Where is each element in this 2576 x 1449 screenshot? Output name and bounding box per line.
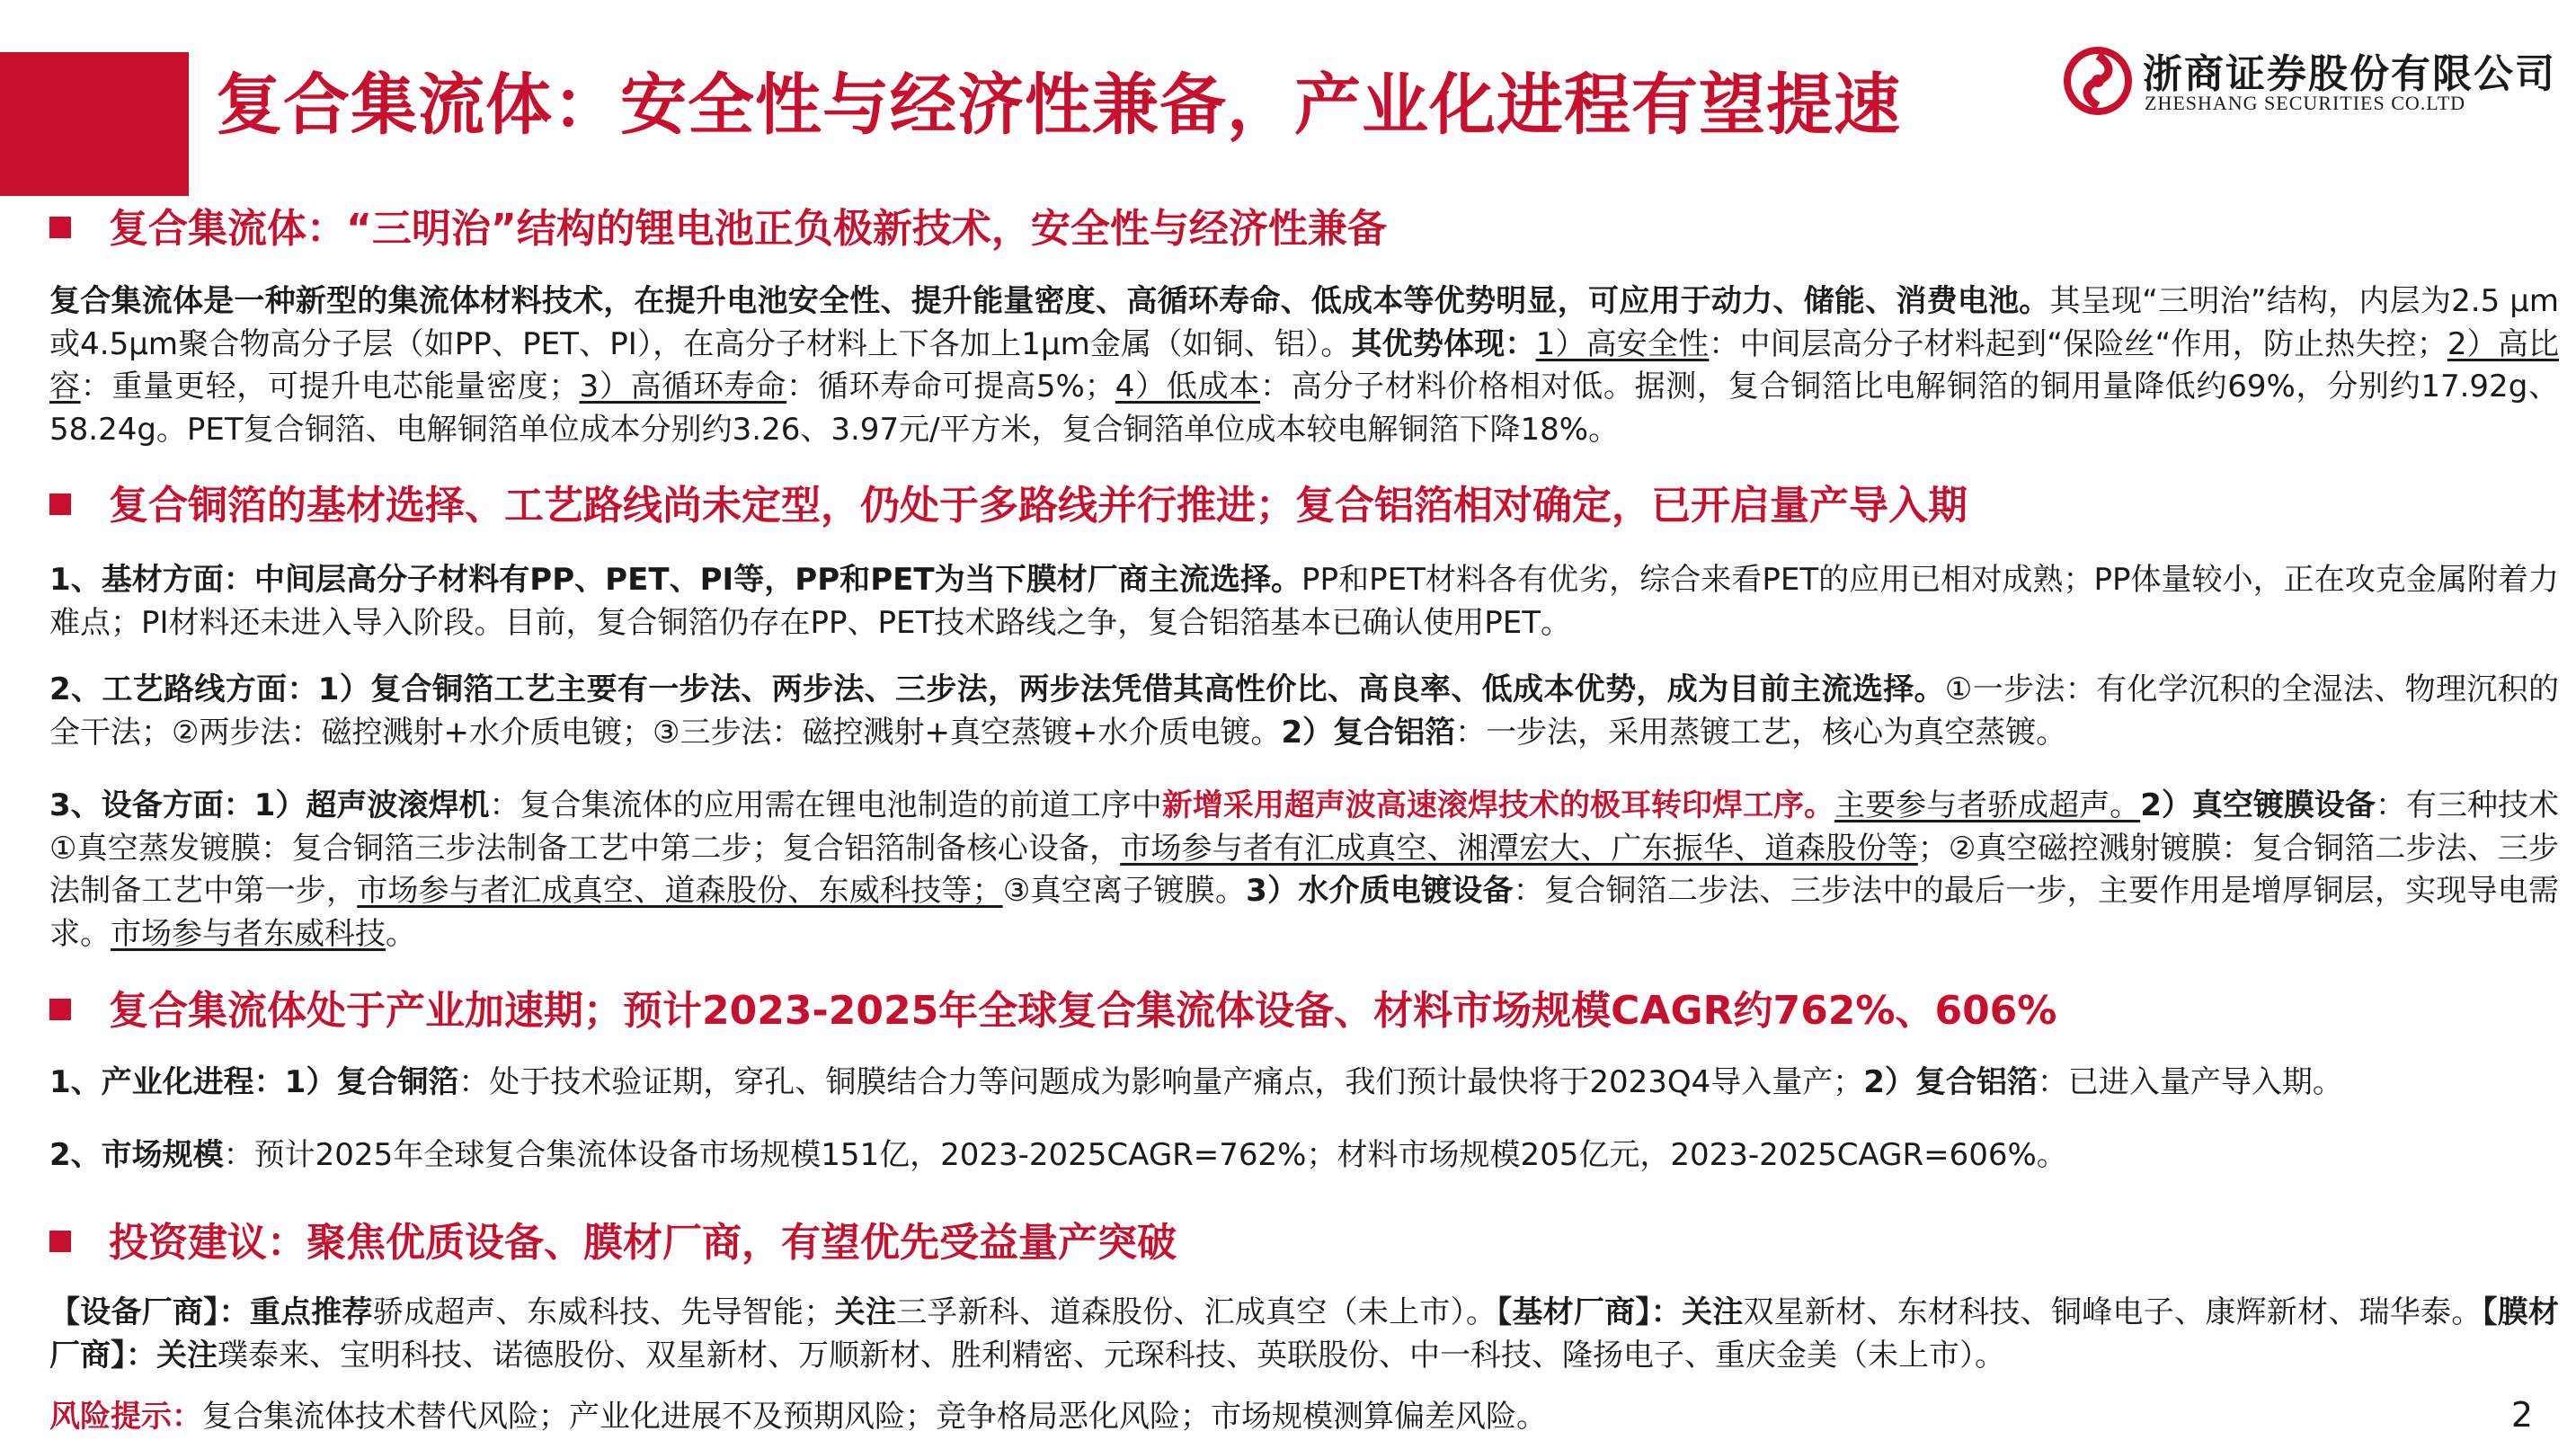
s2-p3-underline-3: 市场参与者汇成真空、道森股份、东威科技等； [357, 873, 1003, 909]
s2-p3-underline-2: 市场参与者有汇成真空、湘潭宏大、广东振华、道森股份等 [1120, 830, 1918, 867]
s1-advantage-4: 4）低成本 [1115, 369, 1261, 404]
s2-p3-bold-1: 3、设备方面：1）超声波滚焊机 [49, 787, 490, 823]
risk-text: 复合集流体技术替代风险；产业化进展不及预期风险；竞争格局恶化风险；市场规模测算偏差风险。 [202, 1399, 1547, 1435]
s4-substrate-list: 双星新材、东材科技、铜峰电子、康辉新材、瑞华泰。 [1743, 1294, 2483, 1330]
section-2-paragraph-2 [49, 669, 2559, 754]
bullet-square-icon [49, 999, 71, 1020]
s2-p3-text-3: ；②真空磁控溅射镀膜：复合铜箔二步法、三步法制备工艺中第一步， [49, 830, 2559, 909]
section-heading-4-text: 投资建议：聚焦优质设备、膜材厂商，有望优先受益量产突破 [109, 1220, 1177, 1266]
logo-company-name-en: ZHESHANG SECURITIES CO.LTD [2145, 92, 2466, 114]
section-4-paragraph [49, 1292, 2559, 1377]
s1-advantage-2: 2）高比容 [49, 325, 2559, 404]
bullet-square-icon [49, 1231, 71, 1252]
s4-film-label: 【膜材厂商】：关注 [49, 1294, 2560, 1373]
header-red-block [0, 52, 189, 196]
s4-equipment-watch-label: 关注 [834, 1294, 897, 1330]
s2-p3-red-highlight: 新增采用超声波高速滚焊技术的极耳转印焊工序。 [1161, 787, 1835, 823]
logo-company-name-cn: 浙商证券股份有限公司 [2143, 51, 2556, 97]
s1-bold-advantages: 其优势体现： [1351, 325, 1536, 362]
s4-substrate-label: 【基材厂商】：关注 [1497, 1294, 1744, 1330]
s2-p3-bold-3: 3）水介质电镀设备 [1246, 873, 1514, 909]
section-heading-4 [49, 1210, 1177, 1267]
section-heading-2 [49, 473, 1968, 530]
s1-advantage-3: 3）高循环寿命 [579, 369, 787, 404]
s2-p3-underline-4: 市场参与者东威科技 [111, 915, 386, 952]
s2-p3-bold-2: 2）真空镀膜设备 [2140, 787, 2376, 823]
s4-equipment-recommend: 骄成超声、东威科技、先导智能； [372, 1294, 835, 1330]
s2-p2-text-1: ①一步法：有化学沉积的全湿法、物理沉积的全干法；②两步法：磁控溅射+水介质电镀；③三步法：磁控溅射+真空蒸镀+水介质电镀。 [49, 671, 2560, 751]
section-heading-1-text: 复合集流体：“三明治”结构的锂电池正负极新技术，安全性与经济性兼备 [109, 206, 1387, 252]
s4-equipment-watch: 三孚新科、道森股份、汇成真空（未上市）。 [896, 1294, 1497, 1330]
page-number: 2 [2510, 1395, 2533, 1435]
s3-p1-text-2: ：已进入量产导入期。 [2037, 1064, 2343, 1100]
section-heading-1 [49, 196, 1387, 253]
s3-p1-bold-2: 2）复合铝箔 [1863, 1064, 2038, 1100]
s1-text-1: 其呈现“三明治”结构，内层为2.5 μm或4.5μm聚合物高分子层（如PP、PET、PI），在高分子材料上下各加上1μm金属（如铜、铝）。 [49, 283, 2559, 362]
s3-p1-text-1: ：处于技术验证期，穿孔、铜膜结合力等问题成为影响量产痛点，我们预计最快将于2023Q4导入量产； [458, 1064, 1864, 1100]
s3-p1-bold-1: 1、产业化进程：1）复合铜箔 [49, 1064, 459, 1100]
s1-text-3: ：重量更轻，可提升电芯能量密度； [80, 369, 580, 404]
section-1-paragraph [49, 280, 2559, 451]
risk-notice [49, 1396, 2559, 1439]
section-heading-2-text: 复合铜箔的基材选择、工艺路线尚未定型，仍处于多路线并行推进；复合铝箔相对确定，已开启量产导入期 [109, 483, 1968, 529]
s2-p2-bold-2: 2）复合铝箔 [1281, 714, 1456, 751]
s1-text-2: ：中间层高分子材料起到“保险丝“作用，防止热失控； [1709, 325, 2447, 362]
s2-p3-text-1: ：复合集流体的应用需在锂电池制造的前道工序中 [489, 787, 1162, 823]
s2-p1-text: PP和PET材料各有优劣，综合来看PET的应用已相对成熟；PP体量较小，正在攻克金属附着力难点；PI材料还未进入导入阶段。目前，复合铜箔仍存在PP、PET技术路线之争，复合铝箔基本已确认使用PET。 [49, 562, 2559, 641]
s1-text-5: ：高分子材料价格相对低。据测，复合铜箔比电解铜箔的铜用量降低约69%，分别约17.92g、58.24g。PET复合铜箔、电解铜箔单位成本分别约3.26、3.97元/平方米，复合铜箔单位成本较电解铜箔下降18%。 [49, 369, 2559, 448]
section-2-paragraph-3 [49, 785, 2559, 956]
s1-text-4: ：循环寿命可提高5%； [786, 369, 1115, 404]
s2-p3-text-2: ：有三种技术①真空蒸发镀膜：复合铜箔三步法制备工艺中第二步；复合铝箔制备核心设备， [49, 787, 2560, 867]
s2-p1-bold: 1、基材方面：中间层高分子材料有PP、PET、PI等，PP和PET为当下膜材厂商主流选择。 [49, 562, 1302, 598]
s2-p3-text-6: 。 [386, 915, 416, 952]
s3-p2-text: ：预计2025年全球复合集流体设备市场规模151亿，2023-2025CAGR=762%；材料市场规模205亿元，2023-2025CAGR=606%。 [223, 1137, 2067, 1173]
zheshang-logo-icon [2060, 43, 2136, 119]
section-heading-3-text: 复合集流体处于产业加速期；预计2023-2025年全球复合集流体设备、材料市场规模CAGR约762%、606% [109, 988, 2057, 1034]
section-heading-3 [49, 978, 2056, 1036]
s1-advantage-1: 1）高安全性 [1535, 325, 1710, 362]
s2-p3-text-5: ：复合铜箔二步法、三步法中的最后一步，主要作用是增厚铜层，实现导电需求。 [49, 873, 2559, 952]
bullet-square-icon [49, 217, 71, 238]
section-3-paragraph-1 [49, 1062, 2559, 1105]
s2-p2-text-2: ：一步法，采用蒸镀工艺，核心为真空蒸镀。 [1455, 714, 2067, 751]
s2-p2-bold-1: 2、工艺路线方面：1）复合铜箔工艺主要有一步法、两步法、三步法，两步法凭借其高性价比、高良率、低成本优势，成为目前主流选择。 [49, 671, 1945, 707]
s1-bold-lead: 复合集流体是一种新型的集流体材料技术，在提升电池安全性、提升能量密度、高循环寿命、低成本等优势明显，可应用于动力、储能、消费电池。 [49, 283, 2050, 319]
s2-p3-underline-1: 主要参与者骄成超声。 [1834, 787, 2141, 823]
page-title: 复合集流体：安全性与经济性兼备，产业化进程有望提速 [216, 67, 1901, 144]
bullet-square-icon [49, 493, 71, 515]
company-logo [2060, 40, 2556, 120]
risk-label: 风险提示： [49, 1399, 202, 1435]
section-2-paragraph-1 [49, 559, 2559, 644]
s3-p2-bold: 2、市场规模 [49, 1137, 224, 1173]
section-3-paragraph-2 [49, 1134, 2559, 1178]
s4-equipment-label: 【设备厂商】：重点推荐 [49, 1294, 373, 1330]
s2-p3-text-4: ③真空离子镀膜。 [1002, 873, 1247, 909]
s4-film-list: 璞泰来、宝明科技、诺德股份、双星新材、万顺新材、胜利精密、元琛科技、英联股份、中一科技、隆扬电子、重庆金美（未上市）。 [218, 1337, 2005, 1373]
